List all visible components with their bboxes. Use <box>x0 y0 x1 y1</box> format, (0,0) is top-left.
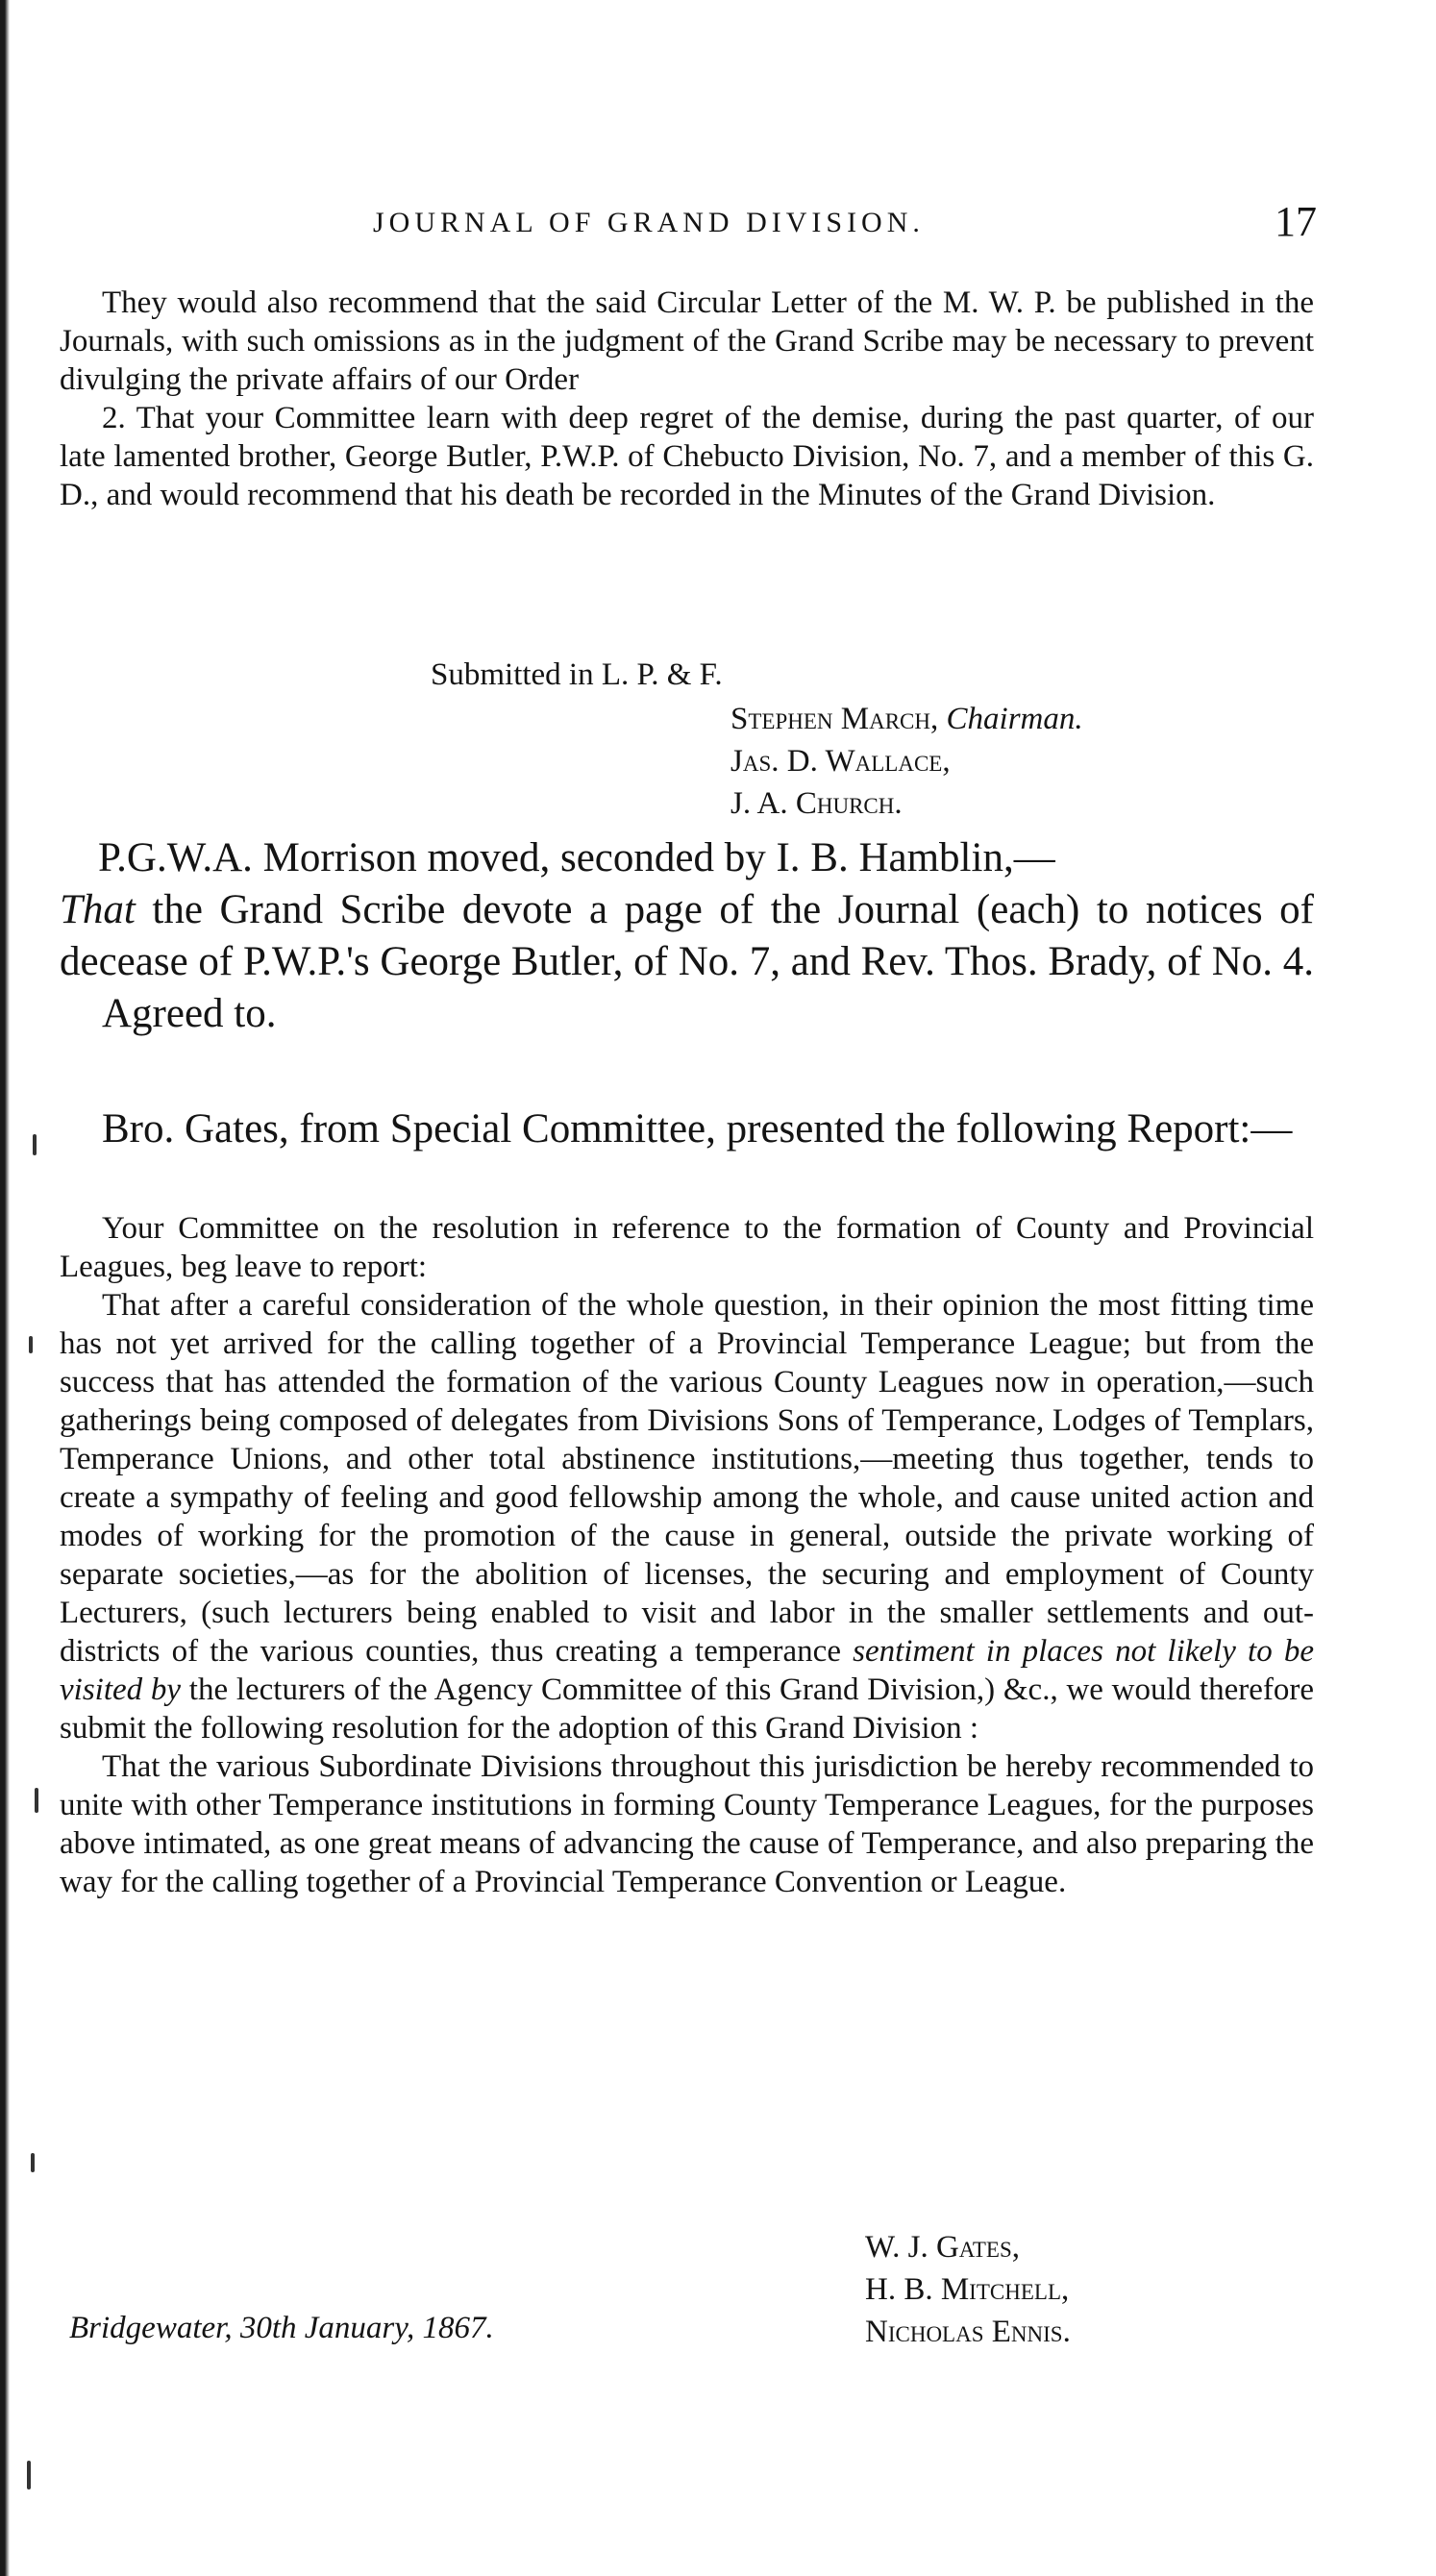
intro-text: Bro. Gates, from Special Committee, presented the following Report:— <box>102 1106 1293 1152</box>
report-text: the lecturers of the Agency Committee of this Grand Division,) &c., we would therefore submit the following resolution for the adoption of this Grand Division : <box>60 1672 1314 1746</box>
submitted-line: Submitted in L. P. & F. <box>431 657 723 692</box>
motion-that: That <box>60 887 136 932</box>
signer-name: H. B. Mitchell, <box>865 2272 1070 2307</box>
report-text: That after a careful consideration of the whole question, in their opinion the most fitting time has not yet arrived for the calling together of a Provincial Temperance League; but from the success that has attended the formation of the various County Leagues now in operation,—such gatherings being composed of delegates from Divisions Sons of Temperance, Lodges of Templars, Temperance Unions, and other total abstinence institutions,—meeting thus together, tends to create a sympathy of feeling and good fellowship among the whole, and cause united action and modes of working for the promotion of the cause in general, outside the private working of separate societies,—as for the abolition of licenses, the securing and employment of County Lecturers, (such lecturers being enabled to visit and labor in the smaller settlements and out-districts of the various counties, thus creating a temperance <box>60 1288 1314 1669</box>
signer-name: W. J. Gates, <box>865 2230 1020 2265</box>
report-text-italic: sentiment in places not likely to be visited by <box>60 1634 1314 1707</box>
signer-name: Nicholas Ennis. <box>865 2315 1071 2349</box>
motion-mover: P.G.W.A. Morrison moved, seconded by I. B. Hamblin,— <box>98 835 1055 880</box>
page-number: 17 <box>1275 198 1317 245</box>
running-title: JOURNAL OF GRAND DIVISION. <box>373 207 925 238</box>
report-paragraph: 2. That your Committee learn with deep regret of the demise, during the past quarter, of our late lamented brother, George Butler, P.W.P. of Chebucto Division, No. 7, and a member of this G. D., and would recommend that his death be recorded in the Minutes of the Grand Division. <box>60 401 1314 512</box>
signer-name: Stephen March, <box>730 702 939 736</box>
special-committee-report <box>60 1209 1314 1901</box>
gates-intro <box>60 1103 1314 1155</box>
report-paragraph <box>60 1286 1314 1747</box>
committee-report-continuation <box>60 284 1314 514</box>
motion-text <box>60 884 1314 988</box>
motion-body: the Grand Scribe devote a page of the Journal (each) to notices of decease of P.W.P.'s George Butler, of No. 7, and Rev. Thos. Brady, of No. 4. <box>60 887 1314 984</box>
signer-line <box>730 700 1083 739</box>
resolution-paragraph: That the various Subordinate Divisions throughout this jurisdiction be hereby recommended to unite with other Temperance institutions in forming County Temperance Leagues, for the purposes above intimated, as one great means of advancing the cause of Temperance, and also preparing the way for the calling together of a Provincial Temperance Convention or League. <box>60 1749 1314 1899</box>
place-date: Bridgewater, 30th January, 1867. <box>69 2311 494 2345</box>
signer-name: Jas. D. Wallace, <box>730 744 951 779</box>
page-header <box>373 197 1334 259</box>
motion-agreed: Agreed to. <box>102 991 277 1036</box>
motion-section <box>60 832 1314 1040</box>
signer-role: Chairman. <box>946 702 1083 736</box>
report-paragraph: They would also recommend that the said Circular Letter of the M. W. P. be published in the Journals, with such omissions as in the judgment of the Grand Scribe may be necessary to prevent divulging the private affairs of our Order <box>60 285 1314 397</box>
report-paragraph: Your Committee on the resolution in reference to the formation of County and Provincial Leagues, beg leave to report: <box>60 1211 1314 1284</box>
signer-name: J. A. Church. <box>730 786 903 821</box>
